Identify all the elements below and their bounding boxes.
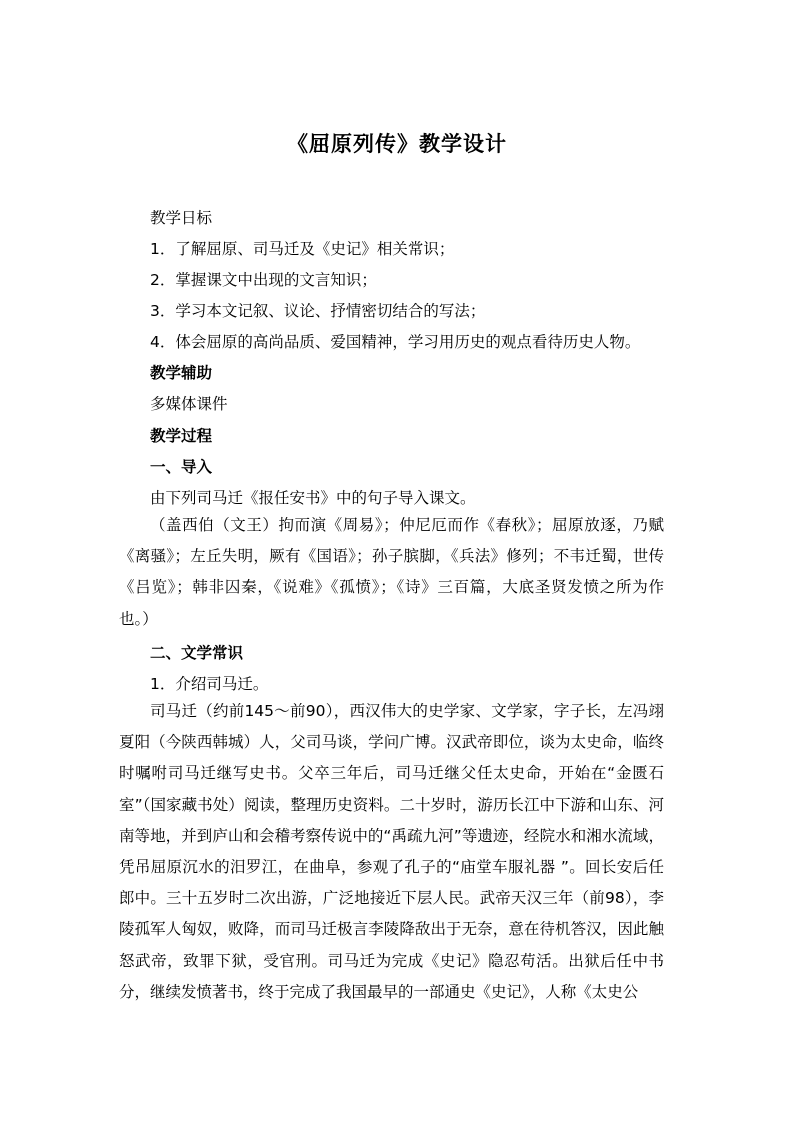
page-title: 《屈原列传》教学设计 bbox=[287, 131, 507, 156]
objective-item: 4．体会屈原的高尚品质、爱国精神，学习用历史的观点看待历史人物。 bbox=[150, 333, 641, 351]
bio-paragraph bbox=[119, 696, 664, 1008]
aids-content: 多媒体课件 bbox=[150, 395, 228, 413]
quote-text: （盖西伯（文王）拘而演《周易》；仲尼厄而作《春秋》；屈原放逐，乃赋《离骚》；左丘失明，厥有《国语》；孙子膑脚，《兵法》修列；不韦迁蜀，世传《吕览》；韩非囚秦，《说难》《孤愤》；《诗》三百篇，大底圣贤发愤之所为作也。） bbox=[119, 516, 664, 628]
objective-item: 2．掌握课文中出现的文言知识； bbox=[150, 271, 377, 289]
aids-heading: 教学辅助 bbox=[150, 364, 213, 382]
objectives-heading: 教学日标 bbox=[150, 209, 213, 227]
subsection-heading: 1．介绍司马迁。 bbox=[150, 675, 269, 693]
objective-item: 3．学习本文记叙、议论、抒情密切结合的写法； bbox=[150, 302, 486, 320]
section-heading-intro: 一、导入 bbox=[150, 458, 213, 476]
section-heading-literature: 二、文学常识 bbox=[150, 644, 244, 662]
process-heading: 教学过程 bbox=[150, 427, 213, 445]
objective-item: 1．了解屈原、司马迁及《史记》相关常识； bbox=[150, 240, 455, 258]
bio-text: 司马迁（约前145～前90），西汉伟大的史学家、文学家，字子长，左冯翊夏阳（今陕西韩城）人，父司马谈，学问广博。汉武帝即位，谈为太史命，临终时嘱咐司马迁继写史书。父卒三年后，司马迁继父任太史命，开始在“金匮石室”（国家藏书处）阅读，整理历史资料。二十岁时，游历长江中下游和山东、河南等地，并到庐山和会稽考察传说中的“禹疏九河”等遗迹，经院水和湘水流域，凭吊屈原沉水的汨罗江，在曲阜，参观了孔子的“庙堂车服礼器 ”。回长安后任郎中。三十五岁时二次出游，广泛地接近下层人民。武帝天汉三年（前98），李陵孤军人匈奴，败降，而司马迁极言李陵降敌出于无奈，意在待机答汉，因此触怒武帝，致罪下狱，受官刑。司马迁为完成《史记》隐忍苟活。出狱后任中书分，继续发愤著书，终于完成了我国最早的一部通史《史记》，人称《太史公 bbox=[119, 702, 664, 1001]
intro-text: 由下列司马迁《报任安书》中的句子导入课文。 bbox=[150, 489, 476, 507]
quote-paragraph bbox=[119, 510, 664, 635]
